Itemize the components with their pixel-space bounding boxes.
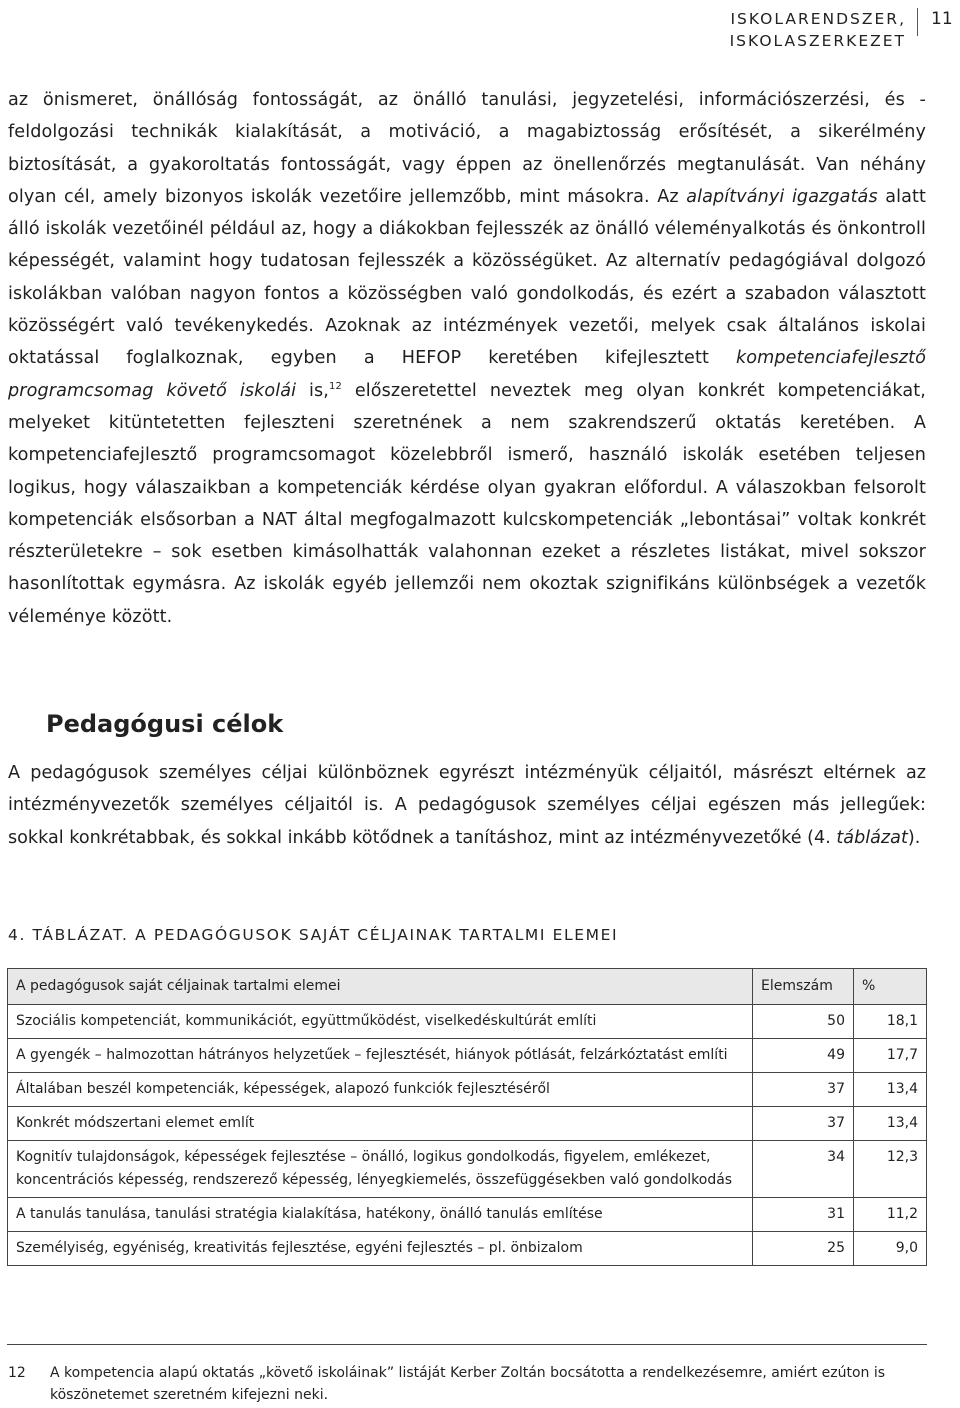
table-row: [8, 1198, 927, 1232]
header-count: Elemszám: [753, 969, 854, 1005]
section-heading: Pedagógusi célok: [46, 710, 284, 738]
row-count: 34: [753, 1141, 854, 1198]
body-paragraph: [8, 84, 926, 633]
table-row: [8, 1141, 927, 1198]
paragraph-text-3: is,: [296, 380, 329, 401]
section-text-2: ).: [907, 827, 921, 848]
row-percent: 13,4: [854, 1107, 927, 1141]
row-percent: 13,4: [854, 1073, 927, 1107]
header-divider: [917, 8, 918, 36]
row-label: A tanulás tanulása, tanulási stratégia kialakítása, hatékony, önálló tanulás említése: [8, 1198, 753, 1232]
paragraph-text-2: alatt álló iskolák vezetőinél például az, hogy a diákokban fejlesszék az önálló véleményalkotás és önkontroll képességét, valamint hogy tudatosan fejlesszék a közösségüket. Az alternatív pedagógiával dolgozó iskolákban valóban nagyon fontos a közösségben való gondolkodás, és ezért a szabadon választott közösségért való tevékenykedés. Azoknak az intézmények vezetői, melyek csak általános iskolai oktatással foglalkoznak, egyben a HEFOP keretében kifejlesztett: [8, 186, 926, 369]
running-header: [556, 8, 953, 50]
table-header-row: [8, 969, 927, 1005]
table-row: [8, 1073, 927, 1107]
table-row: [8, 1107, 927, 1141]
page-number: 11: [931, 9, 953, 29]
table-row: [8, 1005, 927, 1039]
footnote-text: A kompetencia alapú oktatás „követő iskoláinak” listáját Kerber Zoltán bocsátotta a rendelkezésemre, amiért ezúton is köszönetemet szeretném kifejezni neki.: [50, 1365, 886, 1403]
row-label: Általában beszél kompetenciák, képességek, alapozó funkciók fejlesztéséről: [8, 1073, 753, 1107]
row-percent: 9,0: [854, 1232, 927, 1266]
table-row: [8, 1039, 927, 1073]
paragraph-text-4: előszeretettel neveztek meg olyan konkrét kompetenciákat, melyeket kitüntetetten fejleszteni szeretnének a nem szakrendszerű oktatás keretében. A kompetenciafejlesztő programcsomagot közelebbről ismerő, használó iskolák esetében teljesen logikus, hogy válaszaikban a kompetenciák kérdése olyan gyakran előfordul. A válaszokban felsorolt kompetenciák elsősorban a NAT által megfogalmazott kulcskompetenciák „lebontásai” voltak konkrét részterületekre – sok esetben kimásolhatták valahonnan ezeket a részletes listákat, mivel sokszor hasonlítottak egymásra. Az iskolák egyéb jellemzői nem okoztak szignifikáns különbségek a vezetők véleménye között.: [8, 380, 926, 627]
footnote-reference[interactable]: 12: [329, 380, 342, 392]
row-label: A gyengék – halmozottan hátrányos helyzetűek – fejlesztését, hiányok pótlását, felzárkóztatást említi: [8, 1039, 753, 1073]
row-label: Személyiség, egyéniség, kreativitás fejlesztése, egyéni fejlesztés – pl. önbizalom: [8, 1232, 753, 1266]
row-count: 49: [753, 1039, 854, 1073]
row-label: Konkrét módszertani elemet említ: [8, 1107, 753, 1141]
section-text-italic: táblázat: [836, 827, 908, 848]
row-percent: 12,3: [854, 1141, 927, 1198]
table-caption: 4. TÁBLÁZAT. A PEDAGÓGUSOK SAJÁT CÉLJAINAK TARTALMI ELEMEI: [8, 926, 619, 944]
header-content: A pedagógusok saját céljainak tartalmi elemei: [8, 969, 753, 1005]
row-label: Szociális kompetenciát, kommunikációt, együttműködést, viselkedéskultúrát említi: [8, 1005, 753, 1039]
row-percent: 18,1: [854, 1005, 927, 1039]
paragraph-italic-2: kompetenciafejlesztő programcsomag követő iskolái: [8, 348, 926, 401]
row-count: 31: [753, 1198, 854, 1232]
header-percent: %: [854, 969, 927, 1005]
row-count: 50: [753, 1005, 854, 1039]
row-count: 37: [753, 1073, 854, 1107]
running-title: ISKOLARENDSZER, ISKOLASZERKEZET: [729, 10, 906, 50]
footnote-divider: [7, 1344, 927, 1345]
row-label: Kognitív tulajdonságok, képességek fejlesztése – önálló, logikus gondolkodás, figyelem, emlékezet, koncentrációs képesség, rendszerező képesség, lényegkiemelés, összefüggésekben való gondolkodás: [8, 1141, 753, 1198]
row-count: 25: [753, 1232, 854, 1266]
row-percent: 11,2: [854, 1198, 927, 1232]
row-count: 37: [753, 1107, 854, 1141]
table-row: [8, 1232, 927, 1266]
section-paragraph: [8, 757, 926, 854]
row-percent: 17,7: [854, 1039, 927, 1073]
paragraph-italic-1: alapítványi igazgatás: [686, 186, 878, 207]
footnote-number: 12: [8, 1365, 26, 1381]
section-text-1: A pedagógusok személyes céljai különböznek egyrészt intézményük céljaitól, másrészt eltérnek az intézményvezetők személyes céljaitól is. A pedagógusok személyes céljai egészen más jellegűek: sokkal konkrétabbak, és sokkal inkább kötődnek a tanításhoz, mint az intézményvezetőké (4.: [8, 763, 926, 848]
paragraph-text-1: az önismeret, önállóság fontosságát, az önálló tanulási, jegyzetelési, információszerzési, és -feldolgozási technikák kialakítását, a motiváció, a magabiztosság erősítését, a sikerélmény biztosítását, a gyakoroltatás fontosságát, vagy éppen az önellenőrzés megtanulását. Van néhány olyan cél, amely bizonyos iskolák vezetőire jellemzőbb, mint másokra. Az: [8, 90, 926, 207]
goals-table: [7, 968, 927, 1266]
